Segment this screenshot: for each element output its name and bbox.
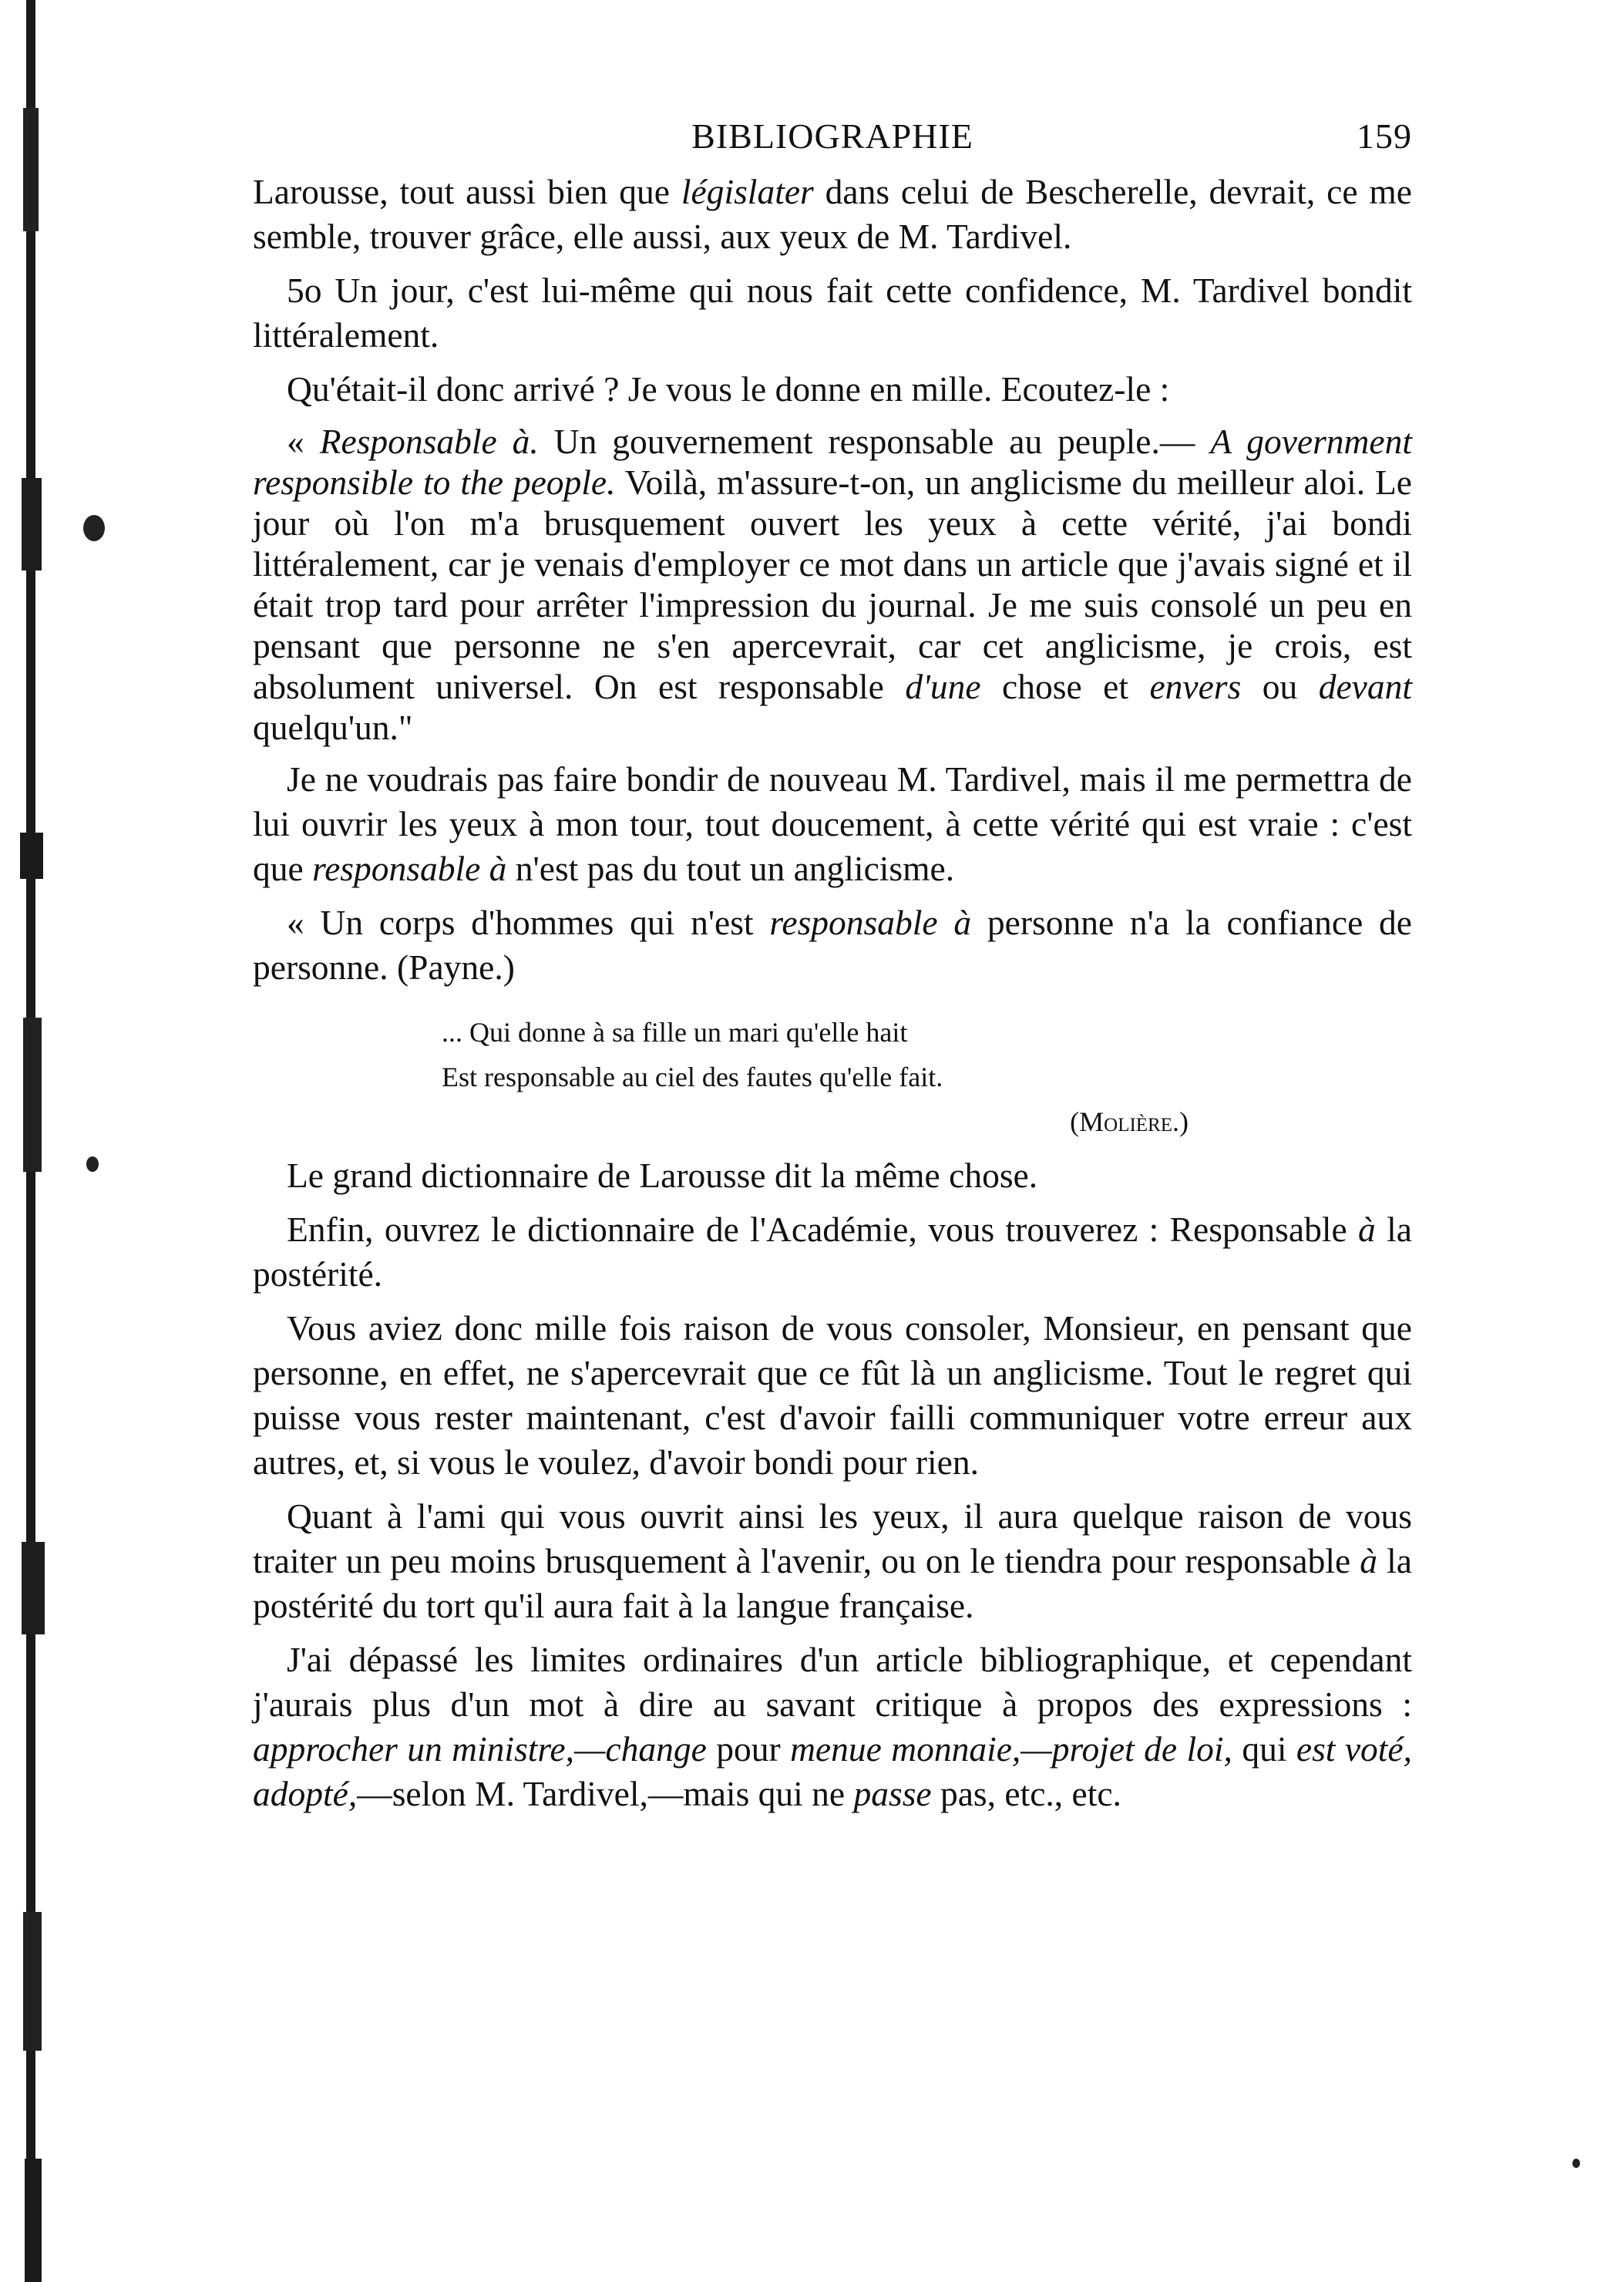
italic-text: responsable à — [312, 849, 507, 888]
italic-text: est voté, adopté, — [253, 1729, 1412, 1813]
paragraph — [253, 268, 1412, 358]
paragraph — [253, 1207, 1412, 1297]
text-run: chose et — [980, 667, 1150, 706]
italic-text: approcher un ministre,—change — [253, 1729, 707, 1769]
text-run: J'ai dépassé les limites ordinaires d'un article bibliographique, et cependant j'aurais plus d'un mot à dire au savant critique à propos des expressions : — [253, 1640, 1412, 1724]
text-run: la postérité du tort qu'il aura fait à la langue française. — [253, 1541, 1412, 1625]
text-run: « — [287, 422, 320, 461]
text-run: Un gouvernement responsable au peuple.— — [538, 422, 1211, 461]
block-quotation — [253, 421, 1412, 748]
document-page — [253, 116, 1412, 1816]
paragraph — [253, 757, 1412, 891]
italic-text: d'une — [905, 667, 981, 706]
italic-text: Responsable à. — [319, 422, 539, 461]
text-run: Enfin, ouvrez le dictionnaire de l'Académie, vous trouverez : Responsable — [287, 1210, 1359, 1249]
ink-speck — [83, 515, 105, 541]
text-run: Le grand dictionnaire de Larousse dit la même chose. — [287, 1156, 1038, 1195]
italic-text: envers — [1149, 667, 1242, 706]
paragraph — [253, 900, 1412, 990]
verse-line: Est responsable au ciel des fautes qu'elle fait. — [442, 1062, 943, 1092]
text-run: 5o Un jour, c'est lui-même qui nous fait cette confidence, M. Tardivel bondit littéralement. — [253, 271, 1412, 355]
italic-text: à — [1360, 1541, 1378, 1580]
running-head-title: BIBLIOGRAPHIE — [691, 116, 973, 156]
body-text-before-verse — [253, 170, 1412, 990]
text-run: qui — [1232, 1729, 1296, 1769]
text-run: Voilà, m'assure-t-on, un anglicisme du meilleur aloi. Le jour où l'on m'a brusquement ouvert les yeux à cette vérité, j'ai bondi littéralement, car je venais d'employer ce mot dans un article que j'avais signé et il était trop tard pour arrêter l'impression du journal. Je me suis consolé un peu en pensant que personne ne s'en apercevrait, car cet anglicisme, je crois, est absolument universel. On est responsable — [253, 463, 1412, 706]
italic-text: devant — [1318, 667, 1413, 706]
text-run: —selon M. Tardivel,—mais qui ne — [357, 1774, 854, 1813]
italic-text: à — [1358, 1210, 1376, 1249]
text-run: « Un corps d'hommes qui n'est — [287, 903, 770, 942]
italic-text: menue monnaie,—projet de loi, — [790, 1729, 1232, 1769]
italic-text: responsable à — [769, 903, 972, 942]
paragraph — [253, 170, 1412, 259]
text-run: pas, etc., etc. — [931, 1774, 1121, 1813]
text-run: n'est pas du tout un anglicisme. — [506, 849, 955, 888]
text-run: quelqu'un." — [253, 708, 413, 747]
text-run: Je ne voudrais pas faire bondir de nouveau M. Tardivel, mais il me permettra de lui ouvrir les yeux à mon tour, tout doucement, à cette vérité qui est vraie : c'est que — [253, 759, 1412, 888]
running-head — [253, 116, 1412, 170]
italic-text: législater — [681, 172, 814, 211]
paragraph — [253, 367, 1412, 412]
text-run: personne n'a la confiance de personne. (Payne.) — [253, 903, 1412, 987]
verse-quotation — [442, 1010, 1412, 1144]
binding-edge-decoration — [0, 0, 69, 2282]
text-run: dans celui de Bescherelle, devrait, ce me semble, trouver grâce, elle aussi, aux yeux de M. Tardivel. — [253, 172, 1412, 256]
paragraph — [253, 1494, 1412, 1628]
page-number: 159 — [1357, 116, 1412, 156]
text-run: la postérité. — [253, 1210, 1413, 1294]
paragraph — [253, 1306, 1412, 1485]
text-run: Vous aviez donc mille fois raison de vous consoler, Monsieur, en pensant que personne, en effet, ne s'apercevrait que ce fût là un anglicisme. Tout le regret qui puisse vous rester maintenant, c'est d'avoir failli communiquer votre erreur aux autres, et, si vous le voulez, d'avoir bondi pour rien. — [253, 1308, 1412, 1482]
paragraph — [253, 1637, 1412, 1816]
text-run: ou — [1241, 667, 1319, 706]
text-run: Quant à l'ami qui vous ouvrit ainsi les yeux, il aura quelque raison de vous traiter un peu moins brusquement à l'avenir, ou on le tiendra pour responsable — [253, 1496, 1412, 1580]
body-text-after-verse — [253, 1153, 1412, 1816]
paragraph — [253, 1153, 1412, 1198]
verse-citation: (Molière.) — [1070, 1106, 1189, 1137]
text-run: Larousse, tout aussi bien que — [253, 172, 681, 211]
ink-speck — [86, 1156, 99, 1172]
italic-text: A government responsible to the people. — [253, 422, 1412, 502]
ink-speck — [1572, 2159, 1580, 2168]
verse-line: ... Qui donne à sa fille un mari qu'elle hait — [442, 1017, 908, 1048]
italic-text: passe — [853, 1774, 932, 1813]
text-run: pour — [706, 1729, 791, 1769]
text-run: Qu'était-il donc arrivé ? Je vous le donne en mille. Ecoutez-le : — [287, 369, 1170, 409]
